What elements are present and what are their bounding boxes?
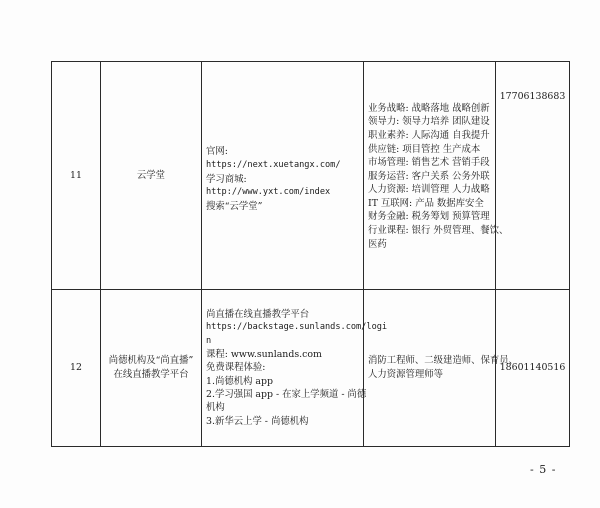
website-line: 搜索“云学堂” bbox=[206, 201, 263, 213]
course-line: 人力资源管理师等 bbox=[368, 369, 444, 380]
website-line: 免费课程体验: bbox=[206, 362, 266, 374]
course-line: 财务金融: 税务筹划 预算管理 bbox=[368, 211, 490, 223]
website-info bbox=[202, 290, 388, 447]
website-link[interactable]: http://www.yxt.com/index bbox=[206, 187, 331, 198]
website-line: 尚直播在线直播教学平台 bbox=[206, 309, 310, 321]
course-line: 职业素养: 人际沟通 自我提升 bbox=[368, 129, 490, 141]
platform-name-line: 在线直播教学平台 bbox=[113, 369, 189, 380]
table-row bbox=[52, 290, 570, 447]
page-number: - 5 - bbox=[530, 463, 557, 476]
contact-phone: 18601140516 bbox=[496, 290, 570, 447]
course-line: 消防工程师、二级建造师、保育员、 bbox=[368, 355, 519, 367]
website-link[interactable]: https://next.xuetangx.com/ bbox=[206, 159, 341, 170]
platform-name: 云学堂 bbox=[101, 62, 202, 290]
website-line: 3.新华云上学 - 尚德机构 bbox=[206, 415, 309, 427]
course-line: 市场管理: 销售艺术 营销手段 bbox=[368, 157, 490, 169]
course-line: IT 互联网: 产品 数据库安全 bbox=[368, 197, 484, 209]
course-line: 人力资源: 培训管理 人力战略 bbox=[368, 184, 490, 196]
platform-name bbox=[101, 290, 202, 447]
website-line: 学习商城: bbox=[206, 173, 247, 185]
row-number: 12 bbox=[52, 290, 101, 447]
website-line: 1.尚德机构 app bbox=[206, 375, 274, 387]
website-line: 官网: bbox=[206, 146, 228, 158]
platform-name-line: 尚德机构及“尚直播” bbox=[108, 355, 194, 367]
row-number: 11 bbox=[52, 62, 101, 290]
website-line: 课程: www.sunlands.com bbox=[206, 349, 322, 361]
course-list bbox=[364, 290, 519, 447]
website-link[interactable]: n bbox=[206, 335, 212, 346]
course-line: 医药 bbox=[368, 238, 387, 250]
course-line: 供应链: 项目管控 生产成本 bbox=[368, 143, 481, 155]
website-line: 机构 bbox=[206, 402, 225, 414]
course-line: 行业课程: 银行 外贸管理、餐饮、 bbox=[368, 225, 509, 237]
resource-table bbox=[51, 61, 570, 447]
table-row bbox=[52, 62, 570, 290]
course-list bbox=[364, 62, 509, 290]
contact-phone: 17706138683 bbox=[496, 62, 570, 290]
course-line: 领导力: 领导力培养 团队建设 bbox=[368, 116, 490, 128]
website-line: 2.学习强国 app - 在家上学频道 - 尚德 bbox=[206, 388, 367, 400]
course-line: 业务战略: 战略落地 战略创新 bbox=[368, 102, 490, 114]
course-line: 服务运营: 客户关系 公务外联 bbox=[368, 170, 490, 182]
website-info bbox=[202, 62, 364, 290]
website-link[interactable]: https://backstage.sunlands.com/logi bbox=[206, 322, 388, 333]
